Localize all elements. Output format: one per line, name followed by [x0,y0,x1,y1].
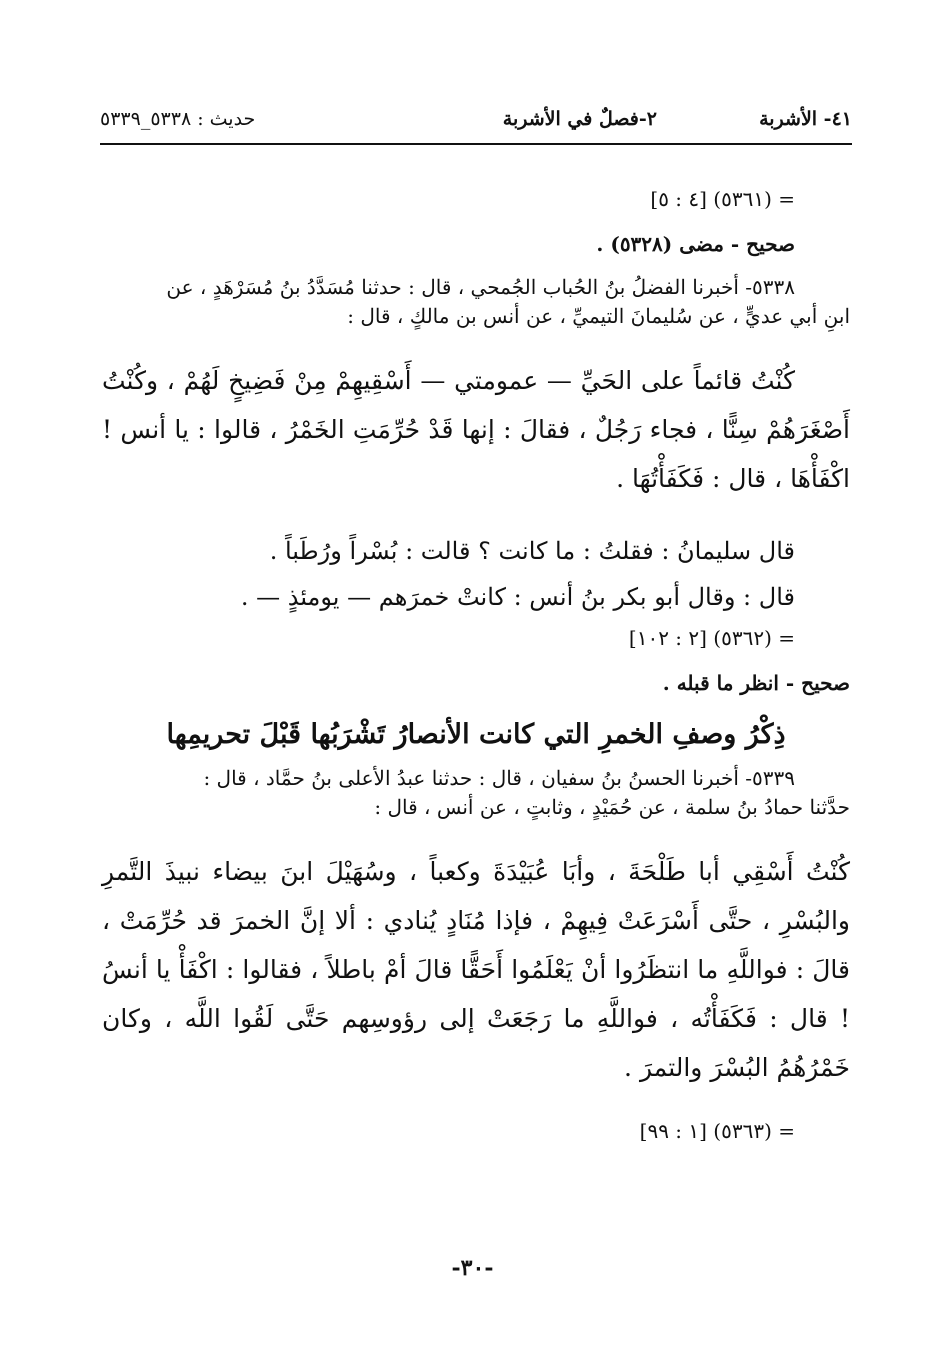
narrator-note: قال : وقال أبو بكر بنُ أنس : كانتْ خمرَهم — يومئذٍ — . [240,583,795,611]
running-header [100,108,852,138]
narrator-note: قال سليمانُ : فقلتُ : ما كانت ؟ قالت : بُسْراً ورُطَباً . [269,537,795,565]
hadith-grade: صحيح - مضى (٥٣٢٨) . [596,232,795,256]
hadith-grade: صحيح - انظر ما قبله . [662,671,850,695]
hadith-range: حديث : ٥٣٣٨_٥٣٣٩ [100,108,256,130]
hadith-text: كُنْتُ أَسْقِي أبا طَلْحَةَ ، وأبَا عُبَيْدَةَ وكعباً ، وسُهَيْلَ ابنَ بيضاء نبيذَ التَّمرِ والبُسْرِ ، حتَّى أَسْرَعَتْ فِيهِمْ ، فإذا مُنَادٍ يُنادي : ألا إنَّ الخمرَ قد حُرِّمَتْ ، قالَ : فواللَّهِ ما انتظَرُوا أنْ يَعْلَمُوا أَحَقًّا قالَ أمْ باطلاً ، فقالوا : اكْفَأْ يا أنسُ ! قال : فَكَفَأْتُه ، فواللَّهِ ما رَجَعَتْ إلى رؤوسِهم حَتَّى لَقُوا اللَّه ، وكان خَمْرُهُمُ البُسْرَ والتمرَ . [102,857,850,1082]
isnad-line: ٥٣٣٩- أخبرنا الحسنُ بنُ سفيان ، قال : حدثنا عبدُ الأعلى بنُ حمَّاد ، قال : [203,766,795,790]
page-body [102,185,850,1162]
cross-reference: = (٥٣٦٣) [١ : ٩٩] [639,1119,795,1143]
cross-reference: = (٥٣٦٢) [٢ : ١٠٢] [628,626,795,650]
page-number: -٣٠- [451,1255,494,1281]
hadith-text: كُنْتُ قائماً على الحَيِّ — عمومتي — أَسْقِيهِمْ مِنْ فَضِيخٍ لَهُمْ ، وكُنْتُ أَصْغَرَهُمْ سِنًّا ، فجاء رَجُلٌ ، فقالَ : إنها قَدْ حُرِّمَتِ الخَمْرُ ، قالوا : يا أنس ! اكْفَأْهَا ، قال : فَكَفَأْتُهَا . [102,366,850,493]
isnad-line: حدَّثنا حمادُ بنُ سلمة ، عن حُمَيْدٍ ، وثابتٍ ، عن أنس ، قال : [374,795,850,819]
section-title: ذِكْرُ وصفِ الخمرِ التي كانت الأنصارُ تَشْرَبُها قَبْلَ تحريمِها [166,719,786,750]
isnad-line: ابنِ أبي عديٍّ ، عن سُليمانَ التيميِّ ، عن أنس بن مالكٍ ، قال : [347,304,850,328]
book-title: ٤١- الأشربة [759,108,852,130]
chapter-title: ٢-فصلٌ في الأشربة [502,108,657,130]
cross-reference: = (٥٣٦١) [٤ : ٥] [650,187,795,211]
header-rule [100,143,852,145]
isnad-line: ٥٣٣٨- أخبرنا الفضلُ بنُ الحُباب الجُمحي ، قال : حدثنا مُسَدَّدُ بنُ مُسَرْهَدٍ ، عن [166,275,795,299]
